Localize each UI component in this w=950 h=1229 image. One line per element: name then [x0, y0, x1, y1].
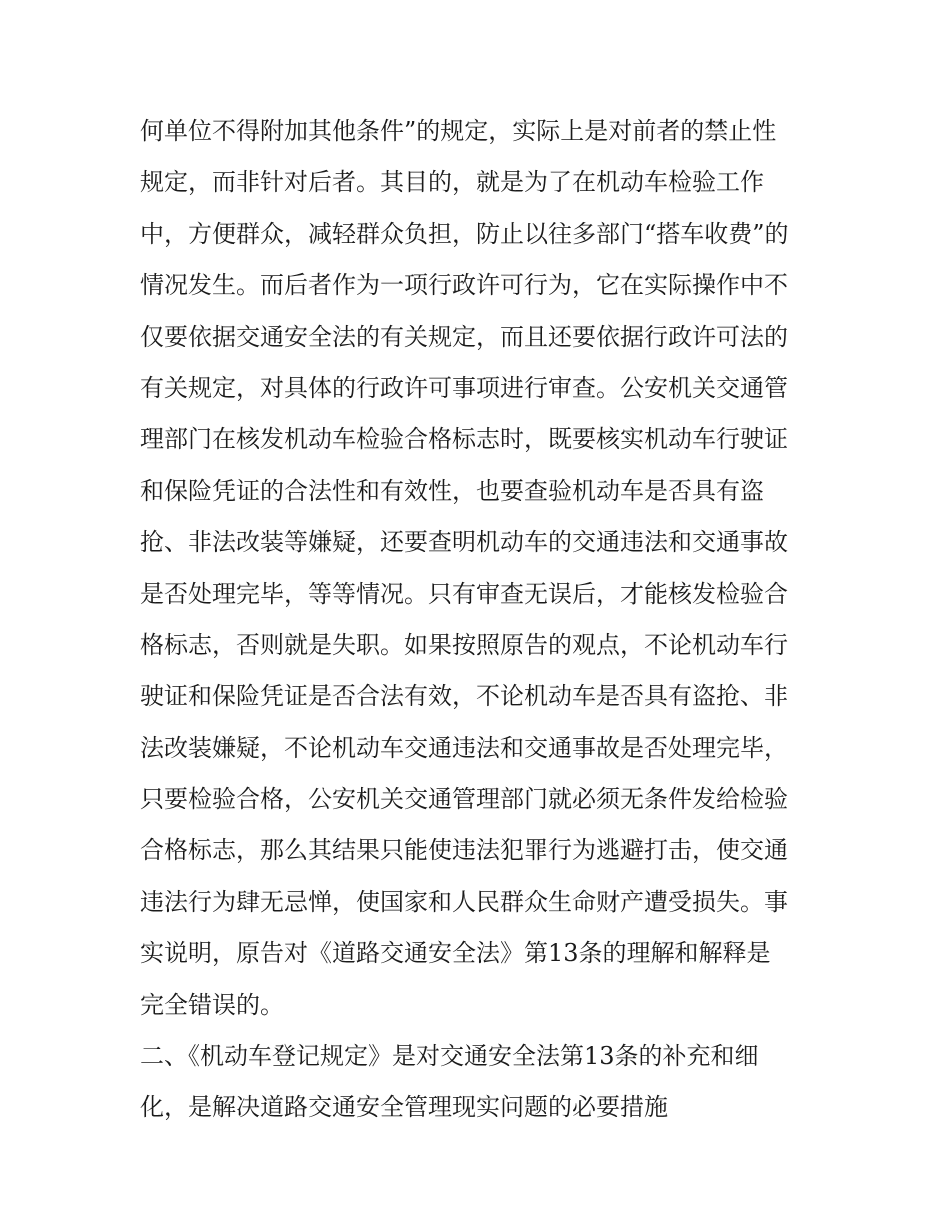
text-line: 仅要依据交通安全法的有关规定，而且还要依据行政许可法的	[140, 322, 788, 351]
text-line: 完全错误的。	[140, 990, 284, 1019]
text-line: 和保险凭证的合法性和有效性，也要查验机动车是否具有盗	[140, 476, 764, 505]
text-line: 理部门在核发机动车检验合格标志时，既要核实机动车行驶证	[140, 425, 788, 454]
text-line: 违法行为肆无忌惮，使国家和人民群众生命财产遭受损失。事	[140, 887, 788, 916]
body-text	[140, 112, 820, 1140]
text-line: 情况发生。而后者作为一项行政许可行为，它在实际操作中不	[140, 271, 788, 300]
text-line: 合格标志，那么其结果只能使违法犯罪行为逃避打击，使交通	[140, 836, 788, 865]
text-line: 何单位不得附加其他条件”的规定，实际上是对前者的禁止性	[140, 117, 777, 145]
text-line: 驶证和保险凭证是否合法有效，不论机动车是否具有盗抢、非	[140, 682, 788, 711]
text-line: 有关规定，对具体的行政许可事项进行审查。公安机关交通管	[140, 373, 788, 402]
text-line: 中，方便群众，减轻群众负担，防止以往多部门“搭车收费”的	[140, 219, 789, 248]
text-line: 格标志，否则就是失职。如果按照原告的观点，不论机动车行	[140, 630, 788, 659]
text-line: 抢、非法改装等嫌疑，还要查明机动车的交通违法和交通事故	[140, 528, 788, 557]
text-line: 只要检验合格，公安机关交通管理部门就必须无条件发给检验	[140, 785, 788, 814]
section-heading-line: 二、《机动车登记规定》是对交通安全法第13条的补充和细	[140, 1042, 759, 1071]
text-line: 法改装嫌疑，不论机动车交通违法和交通事故是否处理完毕，	[140, 733, 788, 762]
text-line: 实说明，原告对《道路交通安全法》第13条的理解和解释是	[140, 939, 771, 968]
text-line: 规定，而非针对后者。其目的，就是为了在机动车检验工作	[140, 168, 764, 197]
text-line: 是否处理完毕，等等情况。只有审查无误后，才能核发检验合	[140, 579, 788, 608]
section-heading-line: 化，是解决道路交通安全管理现实问题的必要措施	[140, 1093, 668, 1122]
